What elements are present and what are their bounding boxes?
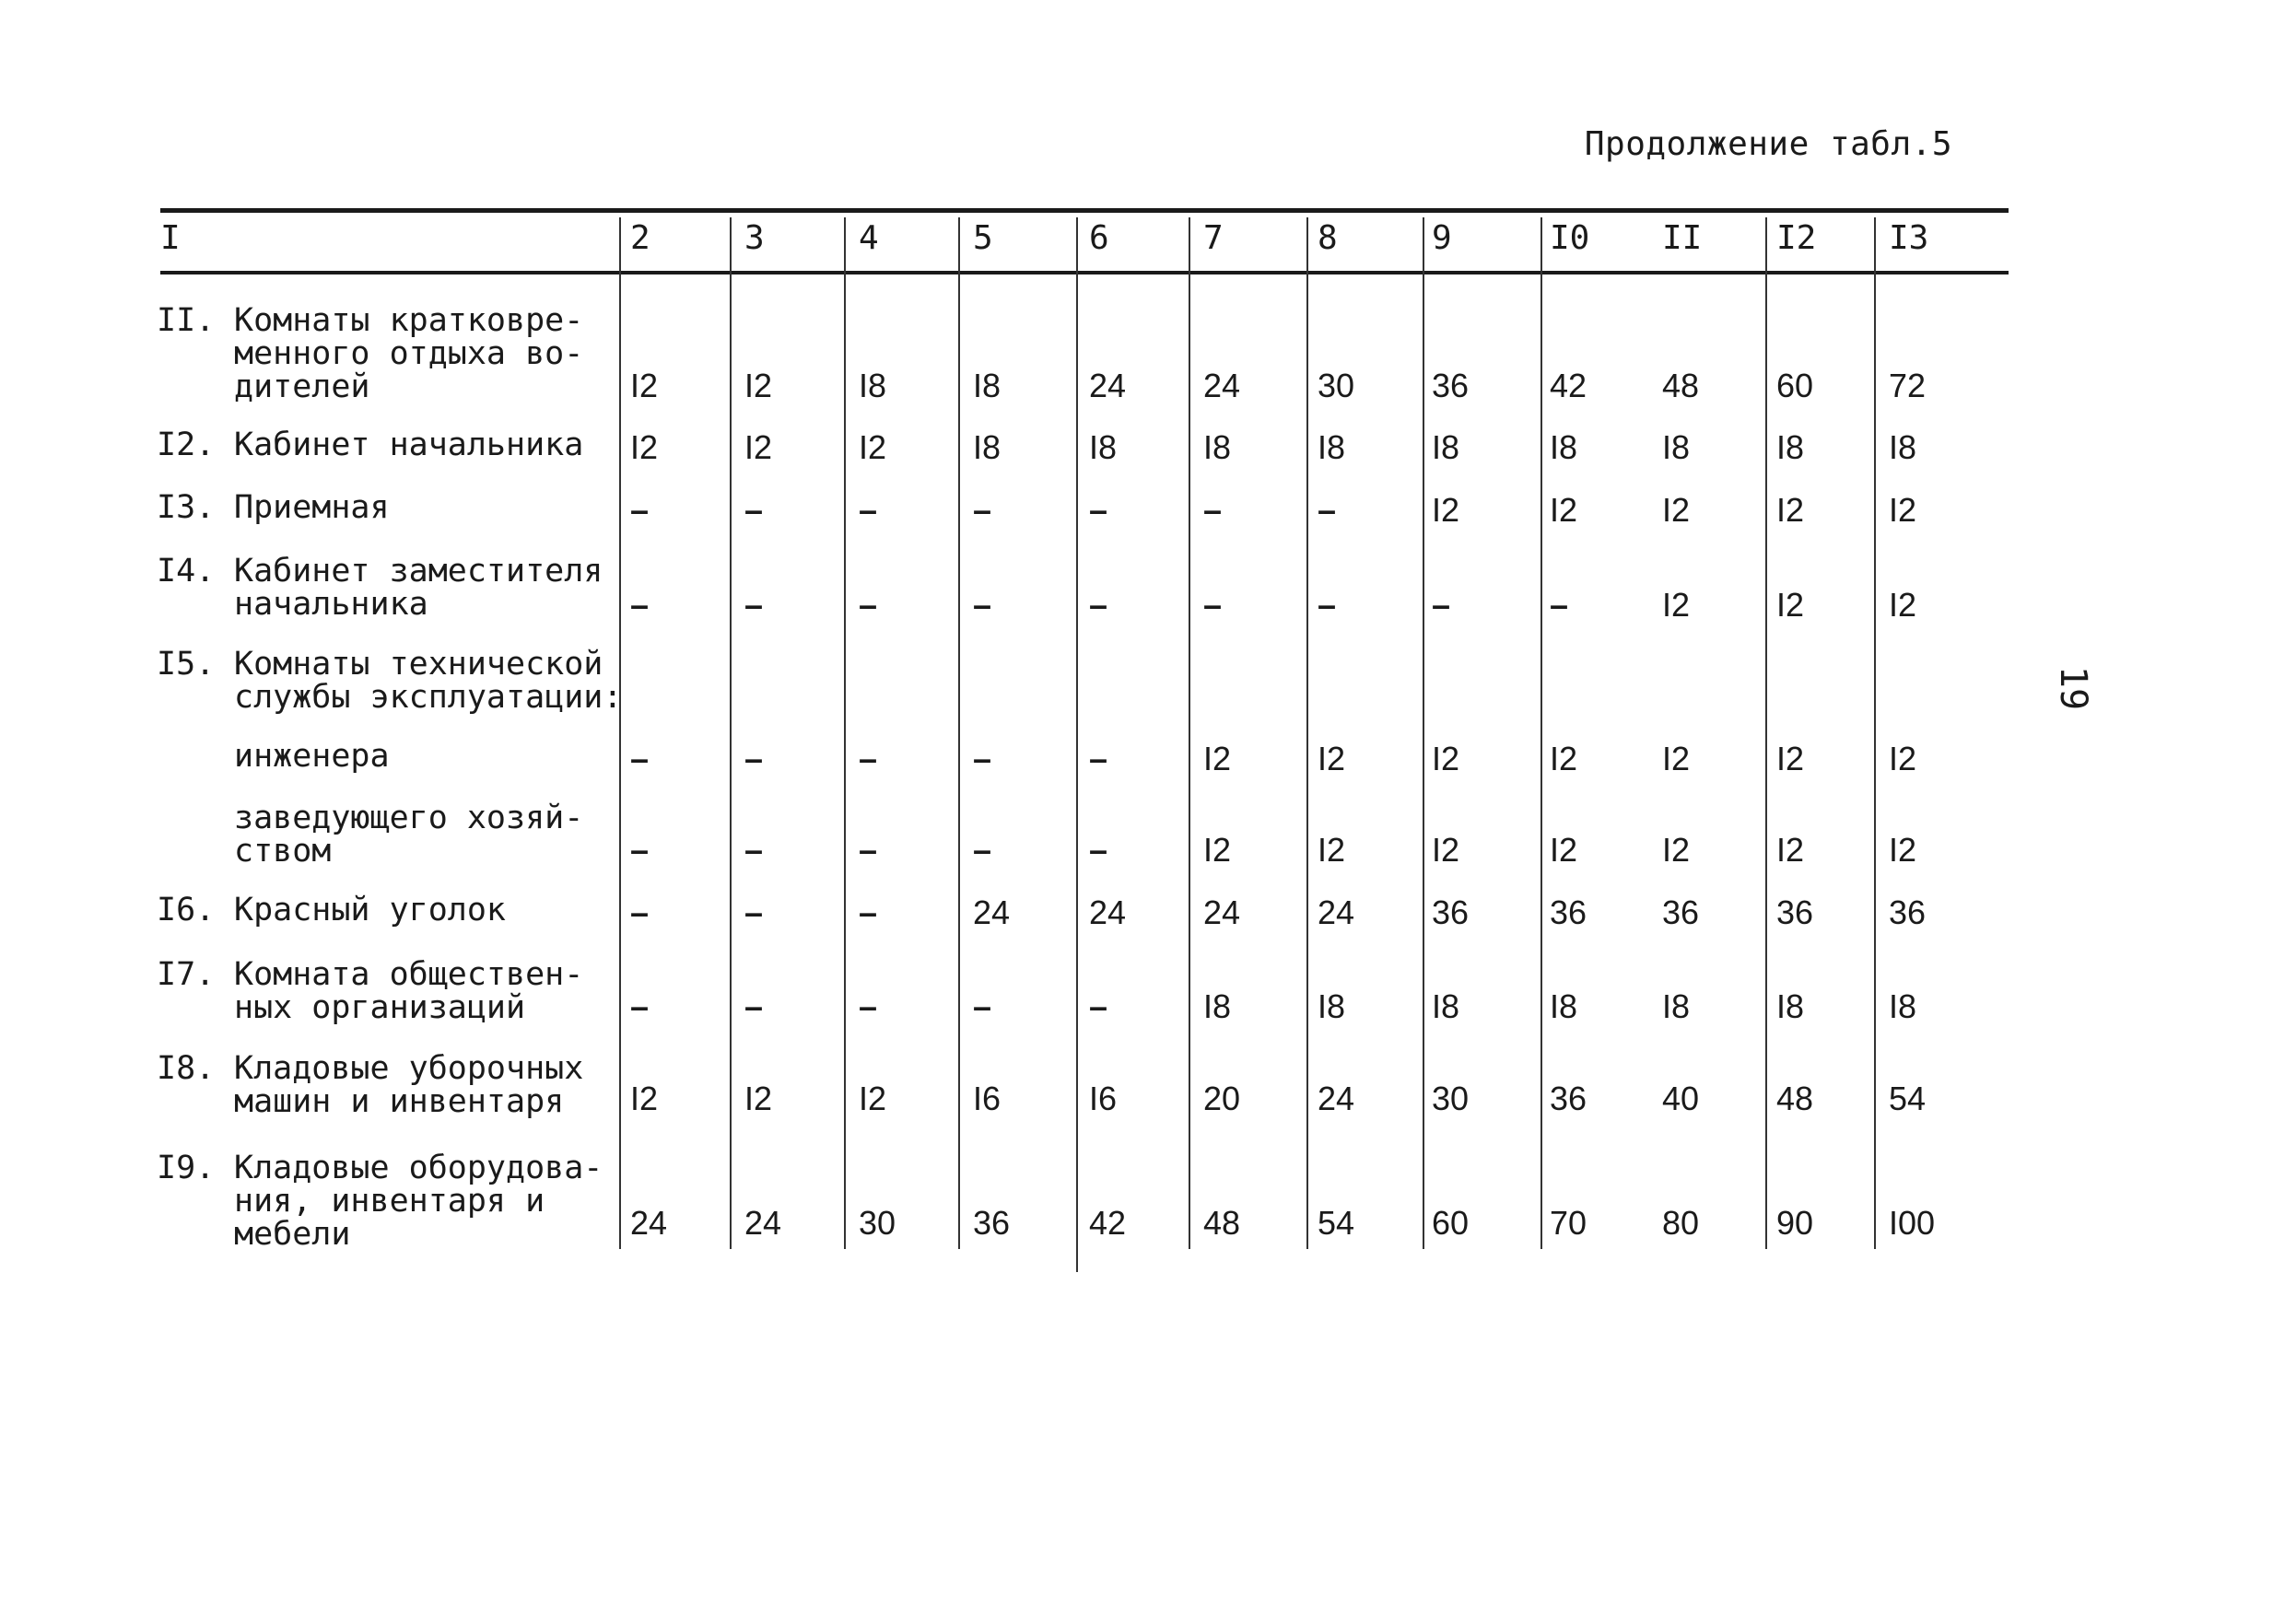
table-cell: – — [973, 740, 992, 777]
table-cell: – — [744, 987, 764, 1025]
table-cell: I2 — [1550, 740, 1578, 777]
table-cell: I2 — [1662, 740, 1691, 777]
row-number: I7. — [157, 956, 216, 993]
table-cell: I8 — [1889, 987, 1917, 1025]
table-cell: I8 — [1432, 987, 1460, 1025]
row-name: Комнаты технической службы эксплуатации: — [234, 646, 623, 716]
table-cell: I8 — [1432, 428, 1460, 466]
table-cell: 30 — [1432, 1080, 1470, 1117]
table-cell: I8 — [1662, 987, 1691, 1025]
table-cell: I00 — [1889, 1204, 1936, 1242]
table-cell: I2 — [744, 367, 773, 404]
table-cell: I2 — [1776, 491, 1805, 529]
table-cell: – — [973, 987, 992, 1025]
table-cell: – — [973, 586, 992, 624]
table-cell: 72 — [1889, 367, 1927, 404]
column-header: I2 — [1776, 219, 1817, 257]
table-cell: – — [1089, 491, 1108, 529]
table-cell: I2 — [1550, 491, 1578, 529]
table-cell: 24 — [973, 893, 1011, 931]
table-cell: 24 — [1318, 893, 1355, 931]
table-cell: 36 — [1662, 893, 1700, 931]
table-cell: 36 — [1550, 893, 1587, 931]
table-cell: 54 — [1889, 1080, 1927, 1117]
table-cell: I8 — [1889, 428, 1917, 466]
row-name: Кабинет начальника — [234, 426, 584, 463]
table-cell: I8 — [973, 428, 1002, 466]
table-cell: I2 — [859, 1080, 887, 1117]
table-cell: I8 — [1662, 428, 1691, 466]
table-cell: 70 — [1550, 1204, 1587, 1242]
table-cell: I2 — [1889, 740, 1917, 777]
row-name: Кладовые оборудова- ния, инвентаря и мебели — [234, 1150, 603, 1253]
table-cell: I2 — [744, 1080, 773, 1117]
column-divider — [958, 217, 960, 1249]
table-cell: I2 — [630, 1080, 659, 1117]
table-cell: – — [1089, 740, 1108, 777]
column-divider — [1874, 217, 1876, 1249]
table-cell: – — [630, 831, 650, 869]
row-name: Комната обществен- ных организаций — [234, 956, 584, 1026]
table-cell: I2 — [630, 428, 659, 466]
table-cell: 48 — [1776, 1080, 1814, 1117]
table-cell: – — [744, 491, 764, 529]
row-label — [157, 648, 622, 714]
table-cell: – — [859, 987, 878, 1025]
table-cell: – — [973, 491, 992, 529]
table-cell: I2 — [744, 428, 773, 466]
table-cell: 30 — [859, 1204, 896, 1242]
row-number: I9. — [157, 1150, 216, 1186]
column-header: 3 — [744, 219, 765, 257]
row-label — [157, 1151, 603, 1251]
table-cell: I2 — [1203, 831, 1232, 869]
row-number: I6. — [157, 892, 216, 928]
table-cell: I2 — [1889, 491, 1917, 529]
table-cell: I2 — [1662, 491, 1691, 529]
row-label — [157, 304, 583, 403]
column-header: I0 — [1550, 219, 1590, 257]
row-name: Кабинет заместителя начальника — [234, 553, 603, 623]
table-cell: 24 — [744, 1204, 782, 1242]
table-cell: 36 — [1432, 893, 1470, 931]
table-cell: – — [630, 987, 650, 1025]
table-cell: 36 — [1550, 1080, 1587, 1117]
table-cell: I6 — [1089, 1080, 1118, 1117]
row-number: I3. — [157, 489, 216, 526]
row-label — [157, 555, 603, 621]
column-header: 9 — [1432, 219, 1452, 257]
table-cell: 42 — [1089, 1204, 1127, 1242]
row-number: I5. — [157, 646, 216, 683]
table-cell: I8 — [1776, 987, 1805, 1025]
table-cell: 80 — [1662, 1204, 1700, 1242]
table-cell: I2 — [1662, 586, 1691, 624]
row-number: II. — [157, 302, 216, 339]
row-label — [157, 958, 583, 1024]
table-cell: – — [859, 831, 878, 869]
column-divider — [1306, 217, 1308, 1249]
column-header: 5 — [973, 219, 993, 257]
table-cell: – — [744, 740, 764, 777]
table-cell: I2 — [1776, 586, 1805, 624]
column-divider — [1540, 217, 1542, 1249]
table-cell: 24 — [1089, 367, 1127, 404]
row-label — [157, 1052, 583, 1118]
row-label — [157, 491, 390, 524]
table-cell: I8 — [1550, 987, 1578, 1025]
column-divider — [730, 217, 732, 1249]
table-cell: – — [859, 893, 878, 931]
row-name: Кладовые уборочных машин и инвентаря — [234, 1050, 584, 1120]
table-cell: I8 — [1318, 987, 1346, 1025]
table-cell: I8 — [1550, 428, 1578, 466]
row-name: инженера — [234, 738, 390, 775]
column-header: 4 — [859, 219, 879, 257]
table-cell: – — [1203, 586, 1223, 624]
table-cell: I2 — [1318, 740, 1346, 777]
table-cell: – — [1550, 586, 1569, 624]
row-name: Комнаты кратковре- менного отдыха во- дителей — [234, 302, 584, 405]
table-cell: 36 — [973, 1204, 1011, 1242]
table-cell: – — [744, 586, 764, 624]
column-header: 8 — [1318, 219, 1338, 257]
table-cell: 24 — [1203, 367, 1241, 404]
table-cell: – — [1089, 831, 1108, 869]
table-cell: I2 — [1203, 740, 1232, 777]
table-cell: I2 — [630, 367, 659, 404]
table-cell: 90 — [1776, 1204, 1814, 1242]
table-cell: I8 — [1203, 428, 1232, 466]
row-number: I2. — [157, 426, 216, 463]
table-cell: I2 — [1432, 491, 1460, 529]
column-divider — [844, 217, 846, 1249]
table-cell: I8 — [1776, 428, 1805, 466]
table-cell: – — [630, 893, 650, 931]
table-cell: I8 — [1203, 987, 1232, 1025]
column-header: 7 — [1203, 219, 1224, 257]
table-cell: I2 — [859, 428, 887, 466]
table-cell: I8 — [1318, 428, 1346, 466]
row-name: Красный уголок — [234, 892, 507, 928]
table-cell: – — [1089, 987, 1108, 1025]
table-cell: I2 — [1776, 831, 1805, 869]
column-divider — [1765, 217, 1767, 1249]
table-cell: – — [630, 740, 650, 777]
table-caption: Продолжение табл.5 — [1584, 125, 1952, 163]
table-cell: 30 — [1318, 367, 1355, 404]
table-cell: I2 — [1889, 831, 1917, 869]
table-cell: I8 — [1089, 428, 1118, 466]
column-header: I3 — [1889, 219, 1929, 257]
table-cell: – — [859, 586, 878, 624]
table-cell: I2 — [1432, 740, 1460, 777]
table-cell: – — [630, 491, 650, 529]
row-label — [157, 801, 583, 868]
column-divider — [1423, 217, 1424, 1249]
table-cell: 60 — [1432, 1204, 1470, 1242]
table-cell: – — [1318, 491, 1337, 529]
row-number: I8. — [157, 1050, 216, 1087]
table-cell: – — [1318, 586, 1337, 624]
column-header: 6 — [1089, 219, 1109, 257]
row-label — [157, 740, 390, 773]
table-cell: 40 — [1662, 1080, 1700, 1117]
row-name: заведующего хозяй- ством — [234, 800, 584, 870]
column-divider — [1189, 217, 1190, 1249]
table-cell: 36 — [1432, 367, 1470, 404]
table-cell: – — [859, 491, 878, 529]
row-number: I4. — [157, 553, 216, 590]
table-top-rule — [160, 208, 2009, 213]
table-cell: I2 — [1318, 831, 1346, 869]
column-header: II — [1662, 219, 1703, 257]
page-number: 19 — [2052, 665, 2095, 711]
column-divider — [619, 217, 621, 1249]
table-cell: I2 — [1776, 740, 1805, 777]
table-cell: – — [1203, 491, 1223, 529]
table-cell: 24 — [1203, 893, 1241, 931]
table-cell: I2 — [1662, 831, 1691, 869]
column-header: I — [160, 219, 181, 257]
table-cell: 60 — [1776, 367, 1814, 404]
table-cell: – — [744, 831, 764, 869]
table-cell: – — [1089, 586, 1108, 624]
table-cell: I2 — [1550, 831, 1578, 869]
table-cell: – — [973, 831, 992, 869]
row-label — [157, 893, 506, 927]
table-cell: 24 — [1089, 893, 1127, 931]
table-cell: 20 — [1203, 1080, 1241, 1117]
table-cell: I2 — [1432, 831, 1460, 869]
table-cell: – — [630, 586, 650, 624]
table-cell: 36 — [1889, 893, 1927, 931]
column-header: 2 — [630, 219, 650, 257]
table-cell: 24 — [1318, 1080, 1355, 1117]
table-cell: – — [744, 893, 764, 931]
column-divider — [1076, 217, 1078, 1272]
table-cell: I8 — [973, 367, 1002, 404]
table-cell: 54 — [1318, 1204, 1355, 1242]
table-cell: – — [859, 740, 878, 777]
table-cell: 48 — [1203, 1204, 1241, 1242]
table-cell: 48 — [1662, 367, 1700, 404]
table-cell: I6 — [973, 1080, 1002, 1117]
table-cell: – — [1432, 586, 1451, 624]
row-label — [157, 428, 583, 461]
table-cell: 24 — [630, 1204, 668, 1242]
table-header-rule — [160, 271, 2009, 274]
table-cell: I2 — [1889, 586, 1917, 624]
table-cell: I8 — [859, 367, 887, 404]
table-cell: 36 — [1776, 893, 1814, 931]
row-name: Приемная — [234, 489, 390, 526]
table-cell: 42 — [1550, 367, 1587, 404]
